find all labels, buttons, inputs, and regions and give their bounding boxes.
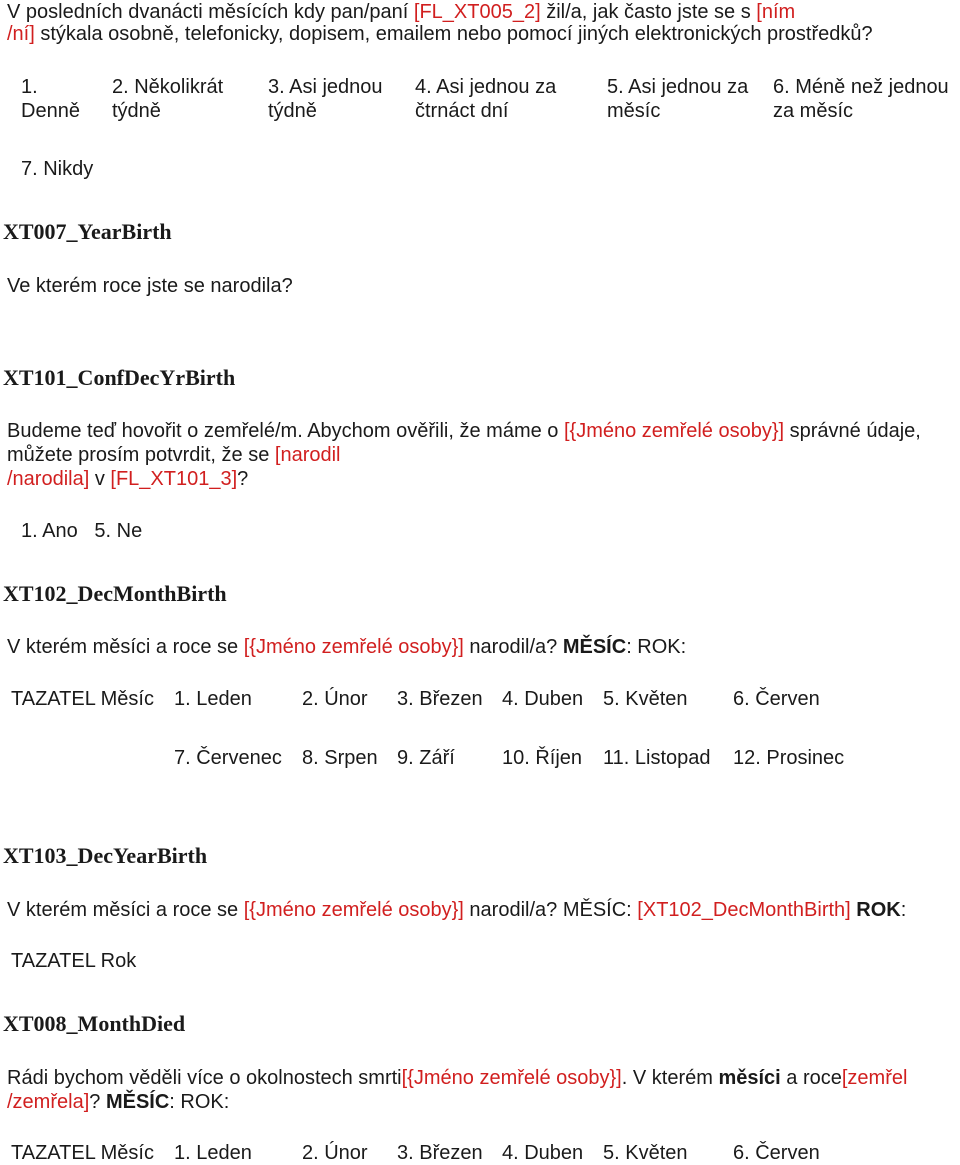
question-text-line-3: /narodila] v [FL_XT101_3]?: [7, 468, 249, 490]
intro-question-line-2: /ní] stýkala osobně, telefonicky, dopisem, emailem nebo pomocí jiných elektronických prostředků?: [7, 23, 873, 45]
month-option: 5. Květen: [603, 1142, 688, 1164]
answer-option: 6. Méně než jednou za měsíc: [773, 76, 949, 122]
question-text: V kterém měsíci a roce se [{Jméno zemřelé osoby}] narodil/a? MĚSÍC: ROK:: [7, 636, 687, 658]
question-text-line-1: Budeme teď hovořit o zemřelé/m. Abychom ověřili, že máme o [{Jméno zemřelé osoby}] správné údaje,: [7, 420, 921, 442]
month-option: 3. Březen: [397, 688, 483, 710]
month-option: 4. Duben: [502, 688, 584, 710]
question-text-line-2: můžete prosím potvrdit, že se [narodil: [7, 444, 341, 466]
month-option: 7. Červenec: [174, 747, 282, 769]
month-option: 9. Září: [397, 747, 455, 769]
question-text: Ve kterém roce jste se narodila?: [7, 275, 293, 297]
question-id-heading: XT103_DecYearBirth: [3, 843, 208, 868]
fill-variable: [{Jméno zemřelé osoby}]: [401, 1067, 622, 1089]
answer-option: 7. Nikdy: [21, 158, 94, 180]
interviewer-label: TAZATEL Měsíc: [11, 1142, 154, 1164]
fill-variable: [{Jméno zemřelé osoby}]: [243, 636, 464, 658]
month-option: 4. Duben: [502, 1142, 584, 1164]
question-text-line-2: /zemřela]? MĚSÍC: ROK:: [7, 1091, 230, 1113]
fill-variable: /zemřela]: [7, 1091, 90, 1113]
question-id-heading: XT008_MonthDied: [3, 1011, 186, 1036]
month-option: 2. Únor: [302, 688, 368, 710]
month-option: 6. Červen: [733, 688, 820, 710]
fill-variable: /ní]: [7, 23, 35, 45]
answer-option: 2. Několikrát týdně: [112, 76, 224, 122]
fill-variable: [XT102_DecMonthBirth]: [637, 899, 851, 921]
month-option: 1. Leden: [174, 688, 252, 710]
month-option: 3. Březen: [397, 1142, 483, 1164]
month-option: 6. Červen: [733, 1142, 820, 1164]
month-option: 10. Říjen: [502, 747, 583, 769]
question-id-heading: XT102_DecMonthBirth: [3, 581, 227, 606]
month-option: 8. Srpen: [302, 747, 378, 769]
answer-option: 1. Denně: [21, 76, 80, 122]
month-option: 1. Leden: [174, 1142, 252, 1164]
question-id-heading: XT007_YearBirth: [3, 219, 172, 244]
interviewer-label: TAZATEL Rok: [11, 950, 137, 972]
fill-variable: [zemřel: [841, 1067, 908, 1089]
answer-option: 5. Asi jednou za měsíc: [607, 76, 749, 122]
month-option: 5. Květen: [603, 688, 688, 710]
fill-variable: [FL_XT101_3]: [110, 468, 238, 490]
fill-variable: [{Jméno zemřelé osoby}]: [563, 420, 785, 442]
question-id-heading: XT101_ConfDecYrBirth: [3, 365, 236, 390]
month-option: 12. Prosinec: [733, 747, 845, 769]
answer-option: 3. Asi jednou týdně: [268, 76, 383, 122]
month-option: 11. Listopad: [603, 747, 711, 769]
fill-variable: [FL_XT005_2]: [413, 1, 541, 23]
fill-variable: [narodil: [274, 444, 341, 466]
fill-variable: [ním: [756, 1, 796, 23]
intro-question-line-1: V posledních dvanácti měsících kdy pan/paní [FL_XT005_2] žil/a, jak často jste se s [ním: [7, 1, 796, 23]
fill-variable: [{Jméno zemřelé osoby}]: [243, 899, 464, 921]
answer-options: 1. Ano 5. Ne: [21, 520, 143, 542]
question-text: V kterém měsíci a roce se [{Jméno zemřelé osoby}] narodil/a? MĚSÍC: [XT102_DecMonthBirth] ROK:: [7, 899, 907, 921]
fill-variable: /narodila]: [7, 468, 90, 490]
interviewer-label: TAZATEL Měsíc: [11, 688, 154, 710]
question-text-line-1: Rádi bychom věděli více o okolnostech smrti[{Jméno zemřelé osoby}]. V kterém měsíci a roce[zemřel: [7, 1067, 908, 1089]
month-option: 2. Únor: [302, 1142, 368, 1164]
answer-option: 4. Asi jednou za čtrnáct dní: [415, 76, 557, 122]
